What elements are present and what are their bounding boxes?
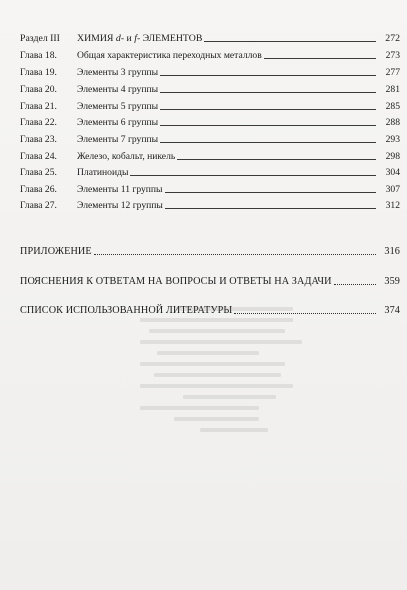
leader-line — [264, 57, 376, 59]
chapter-title: Платиноиды — [77, 167, 129, 178]
chapter-label: Глава 21. — [20, 101, 57, 112]
section-title-f: f- — [134, 33, 141, 44]
chapter-label: Глава 18. — [20, 50, 57, 61]
chapter-label: Глава 26. — [20, 184, 57, 195]
section-title-d: d- — [115, 33, 125, 44]
toc-chapter-row — [20, 148, 400, 162]
page-number: 281 — [385, 84, 400, 95]
section-title — [77, 33, 202, 44]
leader-line — [160, 108, 376, 110]
leader-line — [160, 124, 376, 126]
leader-line — [160, 74, 376, 76]
chapter-label: Глава 25. — [20, 167, 57, 178]
chapter-title: Элементы 5 группы — [77, 101, 159, 112]
leader-line — [334, 283, 376, 285]
toc-appendix-row — [20, 273, 400, 287]
section-title-mid: и — [124, 33, 135, 44]
toc-chapter-row — [20, 64, 400, 78]
toc-chapter-row — [20, 197, 400, 211]
leader-line — [165, 207, 376, 209]
page-number: 312 — [385, 200, 400, 211]
page-number: 298 — [385, 151, 400, 162]
toc-section-row — [20, 30, 400, 44]
chapter-title: Элементы 6 группы — [77, 117, 159, 128]
leader-line — [204, 40, 376, 42]
page-number: 316 — [384, 246, 400, 257]
chapter-title: Элементы 4 группы — [77, 84, 159, 95]
toc-chapter-row — [20, 164, 400, 178]
page-number: 293 — [385, 134, 400, 145]
toc-chapter-row — [20, 98, 400, 112]
page-number: 288 — [385, 117, 400, 128]
toc-appendix-row — [20, 243, 400, 257]
chapter-label: Глава 24. — [20, 151, 57, 162]
section-title-suffix: ЭЛЕМЕНТОВ — [140, 33, 203, 44]
leader-line — [165, 191, 376, 193]
page-number: 285 — [385, 101, 400, 112]
show-through-text — [140, 300, 310, 560]
appendix-title: СПИСОК ИСПОЛЬЗОВАННОЙ ЛИТЕРАТУРЫ — [20, 305, 233, 316]
chapter-title: Элементы 7 группы — [77, 134, 159, 145]
toc-chapter-row — [20, 47, 400, 61]
chapter-label: Глава 23. — [20, 134, 57, 145]
section-title-prefix: ХИМИЯ — [77, 33, 116, 44]
chapter-title: Общая характеристика переходных металлов — [77, 50, 262, 61]
leader-line — [94, 253, 376, 255]
appendix-title: ПРИЛОЖЕНИЕ — [20, 246, 92, 257]
chapter-title: Элементы 3 группы — [77, 67, 159, 78]
page-number: 359 — [384, 276, 400, 287]
appendix-title: ПОЯСНЕНИЯ К ОТВЕТАМ НА ВОПРОСЫ И ОТВЕТЫ НА ЗАДАЧИ — [20, 276, 332, 287]
chapter-label: Глава 19. — [20, 67, 57, 78]
page-number: 277 — [385, 67, 400, 78]
page-number: 272 — [385, 33, 400, 44]
leader-line — [160, 91, 376, 93]
chapter-title: Элементы 12 группы — [77, 200, 163, 211]
page-number: 304 — [385, 167, 400, 178]
toc-chapter-row — [20, 81, 400, 95]
chapter-title: Элементы 11 группы — [77, 184, 163, 195]
chapter-label: Глава 22. — [20, 117, 57, 128]
toc-chapter-row — [20, 114, 400, 128]
page-number: 374 — [384, 305, 400, 316]
toc-chapter-row — [20, 131, 400, 145]
section-label: Раздел III — [20, 33, 60, 44]
chapter-title: Железо, кобальт, никель — [77, 151, 176, 162]
page-number: 307 — [385, 184, 400, 195]
toc-chapter-row — [20, 181, 400, 195]
leader-line — [160, 141, 376, 143]
leader-line — [177, 158, 376, 160]
leader-line — [130, 174, 376, 176]
chapter-label: Глава 20. — [20, 84, 57, 95]
chapter-label: Глава 27. — [20, 200, 57, 211]
page-number: 273 — [385, 50, 400, 61]
